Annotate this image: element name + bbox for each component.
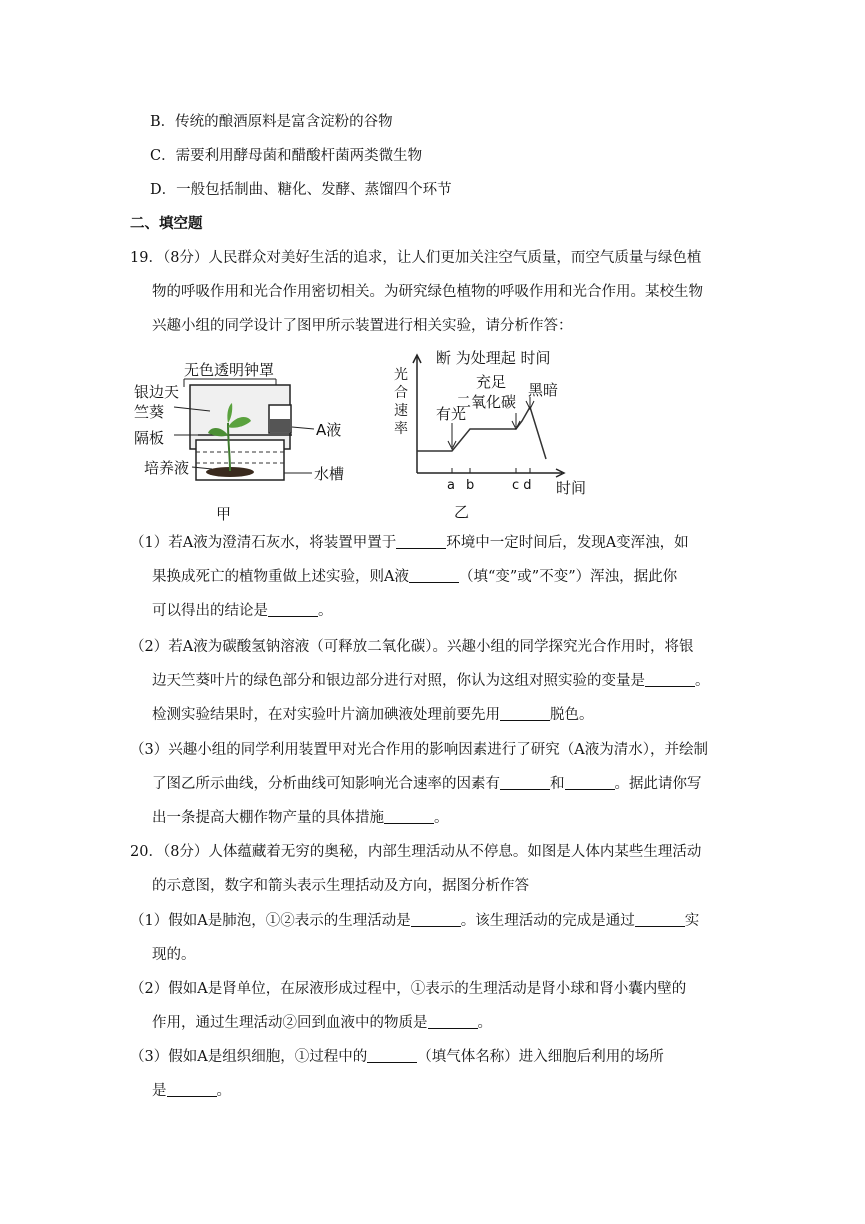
answer-blank[interactable] <box>367 1048 417 1063</box>
answer-blank[interactable] <box>411 912 461 927</box>
answer-blank[interactable] <box>268 602 318 617</box>
option-c: C．需要利用酵母菌和醋酸杆菌两类微生物 <box>150 148 423 164</box>
solution-a-fill <box>270 419 290 432</box>
q20-p2-line2: 作用，通过生理活动②回到血液中的物质是 。 <box>152 1015 492 1031</box>
q20-p1-line1: （1）假如A是肺泡，①②表示的生理活动是 。该生理活动的完成是通过 实 <box>130 913 700 929</box>
label-bell-jar: 无色透明钟罩 <box>184 361 275 379</box>
caption-jia: 甲 <box>216 505 232 523</box>
q19-stem-line3: 兴趣小组的同学设计了图甲所示装置进行相关实验，请分析作答： <box>152 318 573 334</box>
option-b: B．传统的酿酒原料是富含淀粉的谷物 <box>150 114 393 130</box>
label-y-2: 合 <box>394 385 408 401</box>
answer-blank[interactable] <box>635 912 685 927</box>
label-plant-1: 银边天 <box>134 383 180 401</box>
q20-stem-line1: 20．（8分）人体蕴藏着无穷的奥秘，内部生理活动从不停息。如图是人体内某些生理活动 <box>130 844 702 860</box>
caption-yi: 乙 <box>454 503 470 521</box>
q19-stem-line1: 19．（8分）人民群众对美好生活的追求，让人们更加关注空气质量，而空气质量与绿色植 <box>130 250 702 266</box>
q20-p2-line1: （2）假如A是肾单位，在尿液形成过程中，①表示的生理活动是肾小球和肾小囊内壁的 <box>130 981 687 997</box>
q19-p1-line1: （1）若A液为澄清石灰水，将装置甲置于 环境中一定时间后，发现A变浑浊，如 <box>130 535 689 551</box>
q19-p3-line2: 了图乙所示曲线，分析曲线可知影响光合速率的因素有 和 。据此请你写 <box>152 776 702 792</box>
q19-p2-line3: 检测实验结果时，在对实验叶片滴加碘液处理前要先用 脱色。 <box>152 707 594 723</box>
answer-blank[interactable] <box>396 534 446 549</box>
label-y-1: 光 <box>394 367 408 383</box>
label-culture: 培养液 <box>144 459 190 477</box>
q19-p2-line2: 边天竺葵叶片的绿色部分和银边部分进行对照，你认为这组对照实验的变量是 。 <box>152 673 710 689</box>
figure-jia <box>130 355 370 525</box>
figure-yi <box>390 345 610 527</box>
answer-blank[interactable] <box>500 706 550 721</box>
label-y-3: 速 <box>394 403 408 419</box>
q19-p1-line2: 果换成死亡的植物重做上述实验，则A液 （填“变”或”不变”）浑浊，据此你 <box>152 569 678 585</box>
label-x-time: 时间 <box>556 479 587 497</box>
answer-blank[interactable] <box>645 672 695 687</box>
tick-a: a <box>447 478 455 493</box>
q20-stem-line2: 的示意图，数字和箭头表示生理括动及方向，据图分析作答 <box>152 878 529 894</box>
label-yi-title: 断 为处理起 时间 <box>436 349 551 367</box>
section-title: 二、填空题 <box>130 216 203 232</box>
answer-blank[interactable] <box>428 1014 478 1029</box>
option-d: D．一般包括制曲、糖化、发酵、蒸馏四个环节 <box>150 182 452 198</box>
answer-blank[interactable] <box>500 775 550 790</box>
answer-blank[interactable] <box>409 568 459 583</box>
label-y-4: 率 <box>394 421 408 437</box>
label-co2-1: 充足 <box>476 373 507 391</box>
q20-p3-line2: 是 。 <box>152 1083 231 1099</box>
label-water-tank: 水槽 <box>314 465 345 483</box>
q19-p1-line3: 可以得出的结论是 。 <box>152 603 333 619</box>
label-solution-a: A液 <box>316 421 342 439</box>
label-light: 有光 <box>436 405 467 423</box>
q19-stem-line2: 物的呼吸作用和光合作用密切相关。为研究绿色植物的呼吸作用和光合作用。某校生物 <box>152 284 703 300</box>
q19-p3-line1: （3）兴趣小组的同学利用装置甲对光合作用的影响因素进行了研究（A液为清水），并绘制 <box>130 742 708 758</box>
label-partition: 隔板 <box>134 429 165 447</box>
tick-b: b <box>466 478 475 493</box>
q19-p3-line3: 出一条提高大棚作物产量的具体措施 。 <box>152 810 449 826</box>
label-plant-2: 竺葵 <box>134 403 165 421</box>
answer-blank[interactable] <box>384 809 434 824</box>
q20-p3-line1: （3）假如A是组织细胞，①过程中的 （填气体名称）进入细胞后利用的场所 <box>130 1049 664 1065</box>
answer-blank[interactable] <box>565 775 615 790</box>
q19-p2-line1: （2）若A液为碳酸氢钠溶液（可释放二氧化碳）。兴趣小组的同学探究光合作用时，将银 <box>130 639 694 655</box>
label-co2-2: 二氧化碳 <box>456 393 517 411</box>
tick-cd: c d <box>512 478 532 493</box>
label-dark: 黑暗 <box>528 381 559 399</box>
q20-p1-line2: 现的。 <box>152 947 196 963</box>
answer-blank[interactable] <box>167 1082 217 1097</box>
